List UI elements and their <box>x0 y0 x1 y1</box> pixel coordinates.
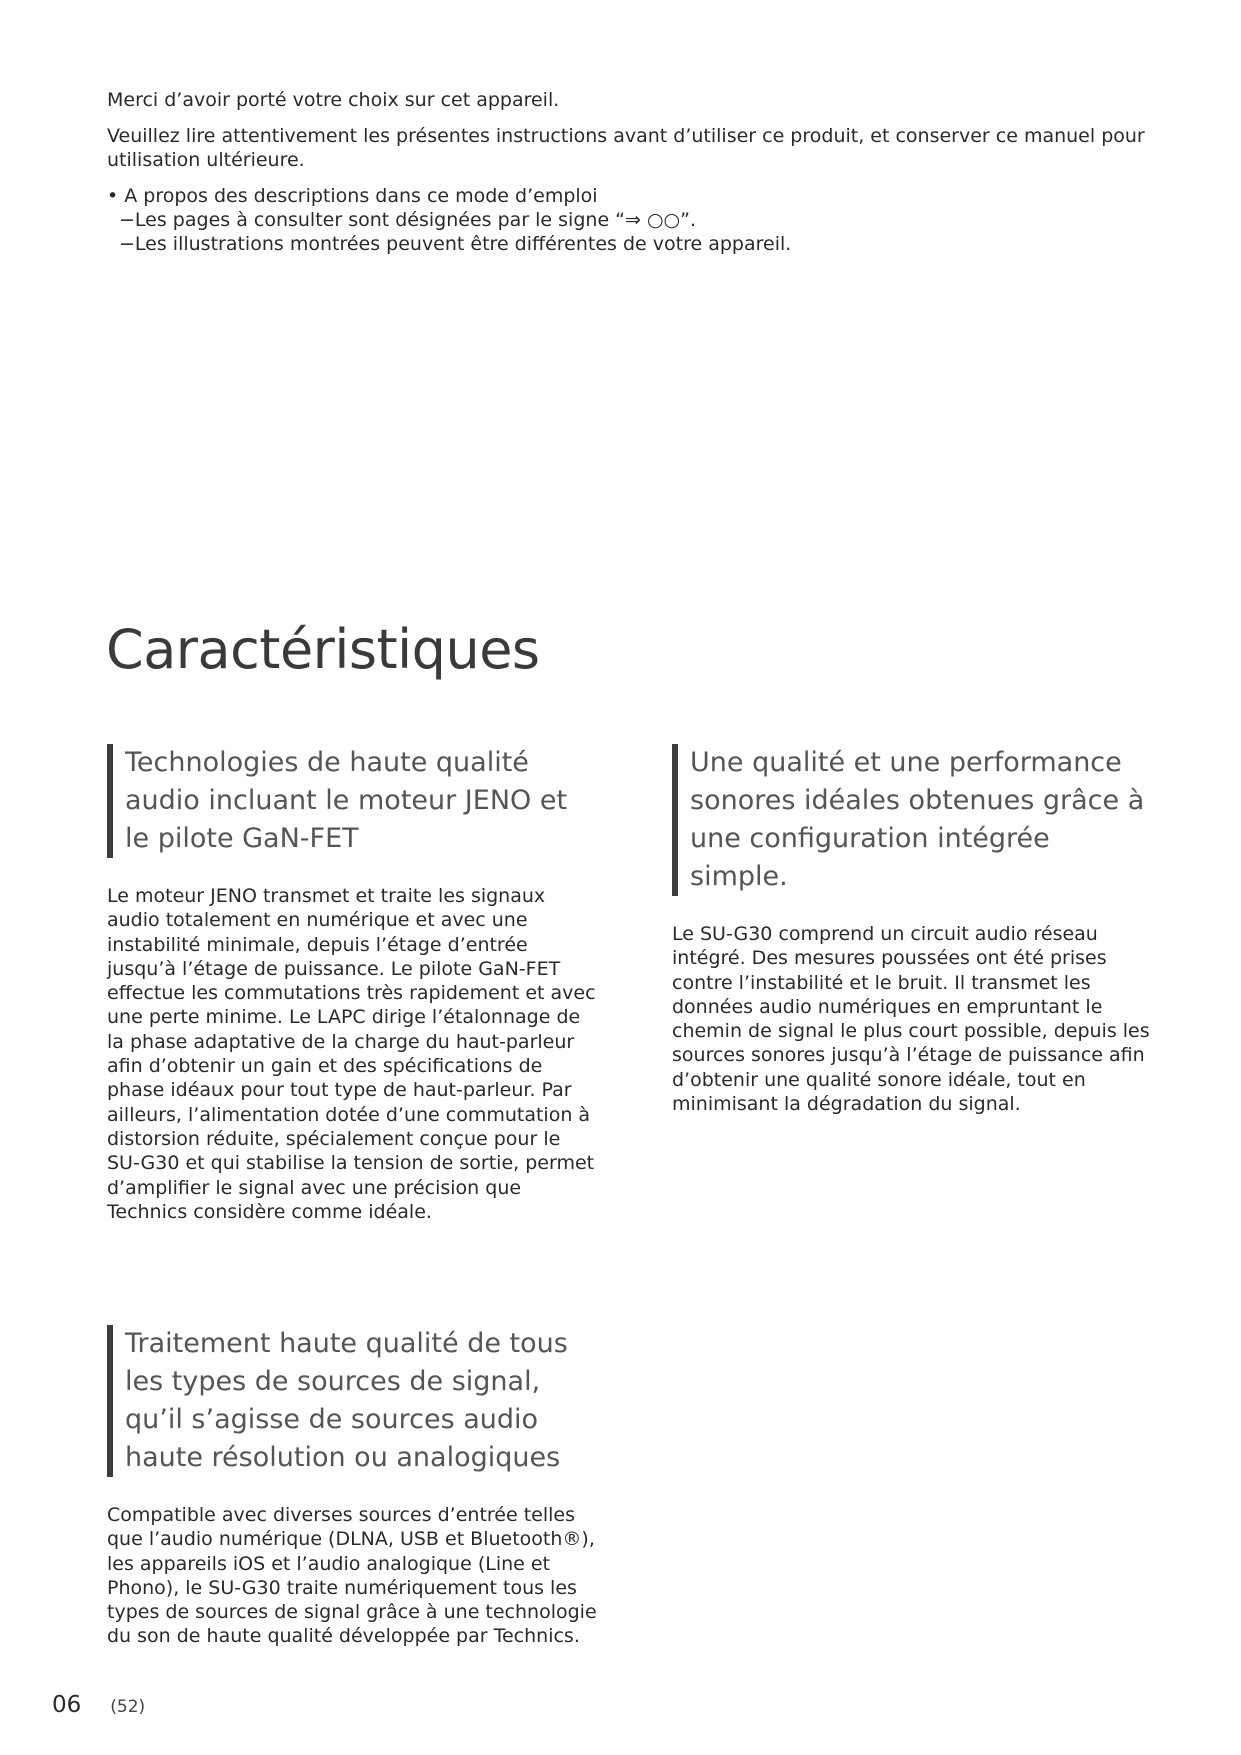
feature-jeno-ganfet <box>107 744 597 1224</box>
feature-signal-sources <box>107 1325 597 1649</box>
feature-heading: Une qualité et une performance sonores idéales obtenues grâce à une configuration intégrée simple. <box>672 744 1152 896</box>
page-number: 06 <box>52 1692 82 1718</box>
feature-body: Le SU-G30 comprend un circuit audio réseau intégré. Des mesures poussées ont été prises contre l’instabilité et le bruit. Il transmet les données audio numériques en empruntant le chemin de signal le plus court possible, depuis les sources sonores jusqu’à l’étage de puissance afin d’obtenir une qualité sonore idéale, tout en minimisant la dégradation du signal. <box>672 923 1150 1116</box>
intro-instructions: Veuillez lire attentivement les présentes instructions avant d’utiliser ce produit, et conserver ce manuel pour utilisation ultérieure. <box>107 125 1145 171</box>
intro-thanks: Merci d’avoir porté votre choix sur cet appareil. <box>107 89 560 111</box>
intro-block <box>107 88 1147 256</box>
intro-sub-pages: −Les pages à consulter sont désignées par le signe “⇒ ○○”. <box>119 209 697 231</box>
page-footer <box>52 1692 145 1718</box>
feature-integrated-config <box>672 744 1152 1116</box>
feature-body: Le moteur JENO transmet et traite les signaux audio totalement en numérique et avec une instabilité minimale, depuis l’étage d’entrée jusqu’à l’étage de puissance. Le pilote GaN-FET effectue les commutations très rapidement et avec une perte minime. Le LAPC dirige l’étalonnage de la phase adaptative de la charge du haut-parleur afin d’obtenir un gain et des spécifications de phase idéaux pour tout type de haut-parleur. Par ailleurs, l’alimentation dotée d’une commutation à distorsion réduite, spécialement conçue pour le SU-G30 et qui stabilise la tension de sortie, permet d’amplifier le signal avec une précision que Technics considère comme idéale. <box>107 885 596 1223</box>
section-title: Caractéristiques <box>106 618 540 681</box>
feature-heading: Technologies de haute qualité audio incluant le moteur JENO et le pilote GaN-FET <box>107 744 597 858</box>
feature-heading: Traitement haute qualité de tous les types de sources de signal, qu’il s’agisse de sources audio haute résolution ou analogiques <box>107 1325 597 1477</box>
page-reference: (52) <box>110 1697 146 1717</box>
intro-sub-illustrations: −Les illustrations montrées peuvent être différentes de votre appareil. <box>119 233 792 255</box>
feature-body: Compatible avec diverses sources d’entrée telles que l’audio numérique (DLNA, USB et Bluetooth®), les appareils iOS et l’audio analogique (Line et Phono), le SU-G30 traite numériquement tous les types de sources de signal grâce à une technologie du son de haute qualité développée par Technics. <box>107 1504 597 1648</box>
intro-bullet: • A propos des descriptions dans ce mode d’emploi <box>107 185 598 207</box>
